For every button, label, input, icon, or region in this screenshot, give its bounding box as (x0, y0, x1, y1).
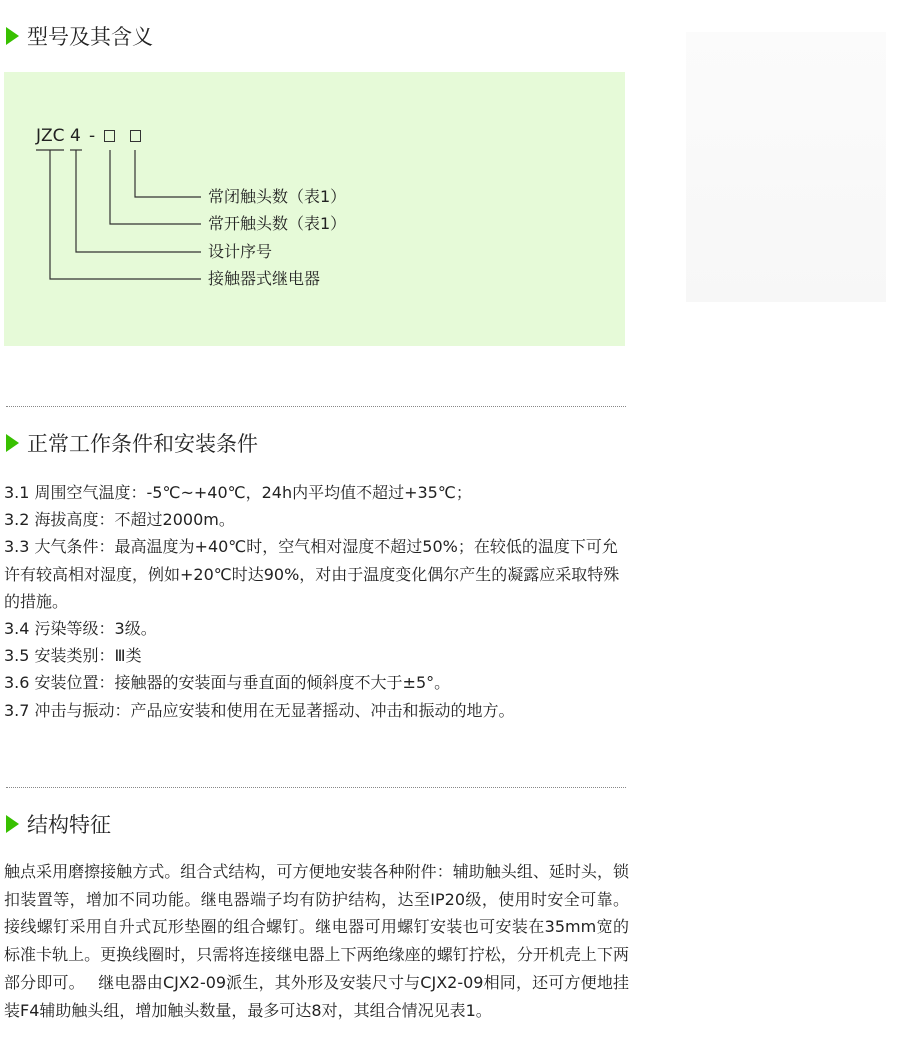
structure-paragraph: 触点采用磨擦接触方式。组合式结构，可方便地安装各种附件：辅助触头组、延时头，锁扣装置等，增加不同功能。继电器端子均有防护结构，达至IP20级，使用时安全可靠。接线螺钉采用自升式瓦形垫圈的组合螺钉。继电器可用螺钉安装也可安装在35mm宽的标准卡轨上。更换线圈时，只需将连接继电器上下两绝缘座的螺钉拧松，分开机壳上下两部分即可。 继电器由CJX2-09派生，其外形及安装尺寸与CJX2-09相同，还可方便地挂装F4辅助触头组，增加触头数量，最多可达8对，其组合情况见表1。 (4, 862, 629, 1020)
model-number: 4 (70, 126, 81, 146)
section-title-text: 型号及其含义 (27, 25, 153, 49)
model-placeholder-box-2 (130, 130, 141, 142)
model-diagram (4, 72, 625, 346)
label-relay-type: 接触器式继电器 (208, 269, 321, 288)
label-design-number: 设计序号 (208, 242, 273, 261)
bullet-triangle-icon (6, 815, 19, 833)
section-title-text: 结构特征 (27, 813, 111, 837)
bullet-triangle-icon (6, 27, 19, 45)
bullet-triangle-icon (6, 434, 19, 452)
label-no-contacts: 常开触头数（表1） (208, 214, 347, 233)
section-title-model (6, 21, 153, 51)
section-title-structure (6, 809, 111, 839)
leader-nc-contacts (135, 150, 201, 197)
leader-lines (4, 72, 625, 346)
list-item: 3.2 海拔高度：不超过2000m。 (4, 510, 235, 530)
image-placeholder (686, 32, 886, 302)
leader-no-contacts (110, 150, 201, 224)
label-nc-contacts: 常闭触头数（表1） (208, 187, 347, 206)
conditions-list (4, 479, 629, 724)
list-item: 3.3 大气条件：最高温度为+40℃时，空气相对湿度不超过50%；在较低的温度下可允许有较高相对湿度，例如+20℃时达90%，对由于温度变化偶尔产生的凝露应采取特殊的措施。 (4, 537, 620, 611)
list-item: 3.6 安装位置：接触器的安装面与垂直面的倾斜度不大于±5°。 (4, 673, 451, 693)
section-title-text: 正常工作条件和安装条件 (27, 432, 258, 456)
model-prefix: JZC (36, 126, 65, 146)
model-placeholder-box-1 (104, 130, 115, 142)
model-dash: - (89, 126, 96, 146)
list-item: 3.7 冲击与振动：产品应安装和使用在无显著摇动、冲击和振动的地方。 (4, 700, 515, 720)
leader-relay-type (50, 150, 201, 279)
list-item: 3.4 污染等级：3级。 (4, 619, 157, 639)
list-item: 3.5 安装类别：Ⅲ类 (4, 646, 142, 666)
list-item: 3.1 周围空气温度：-5℃~+40℃，24h内平均值不超过+35℃； (4, 483, 472, 502)
section-title-conditions (6, 428, 258, 458)
leader-design-number (76, 150, 201, 252)
divider (6, 787, 626, 788)
divider (6, 406, 626, 407)
